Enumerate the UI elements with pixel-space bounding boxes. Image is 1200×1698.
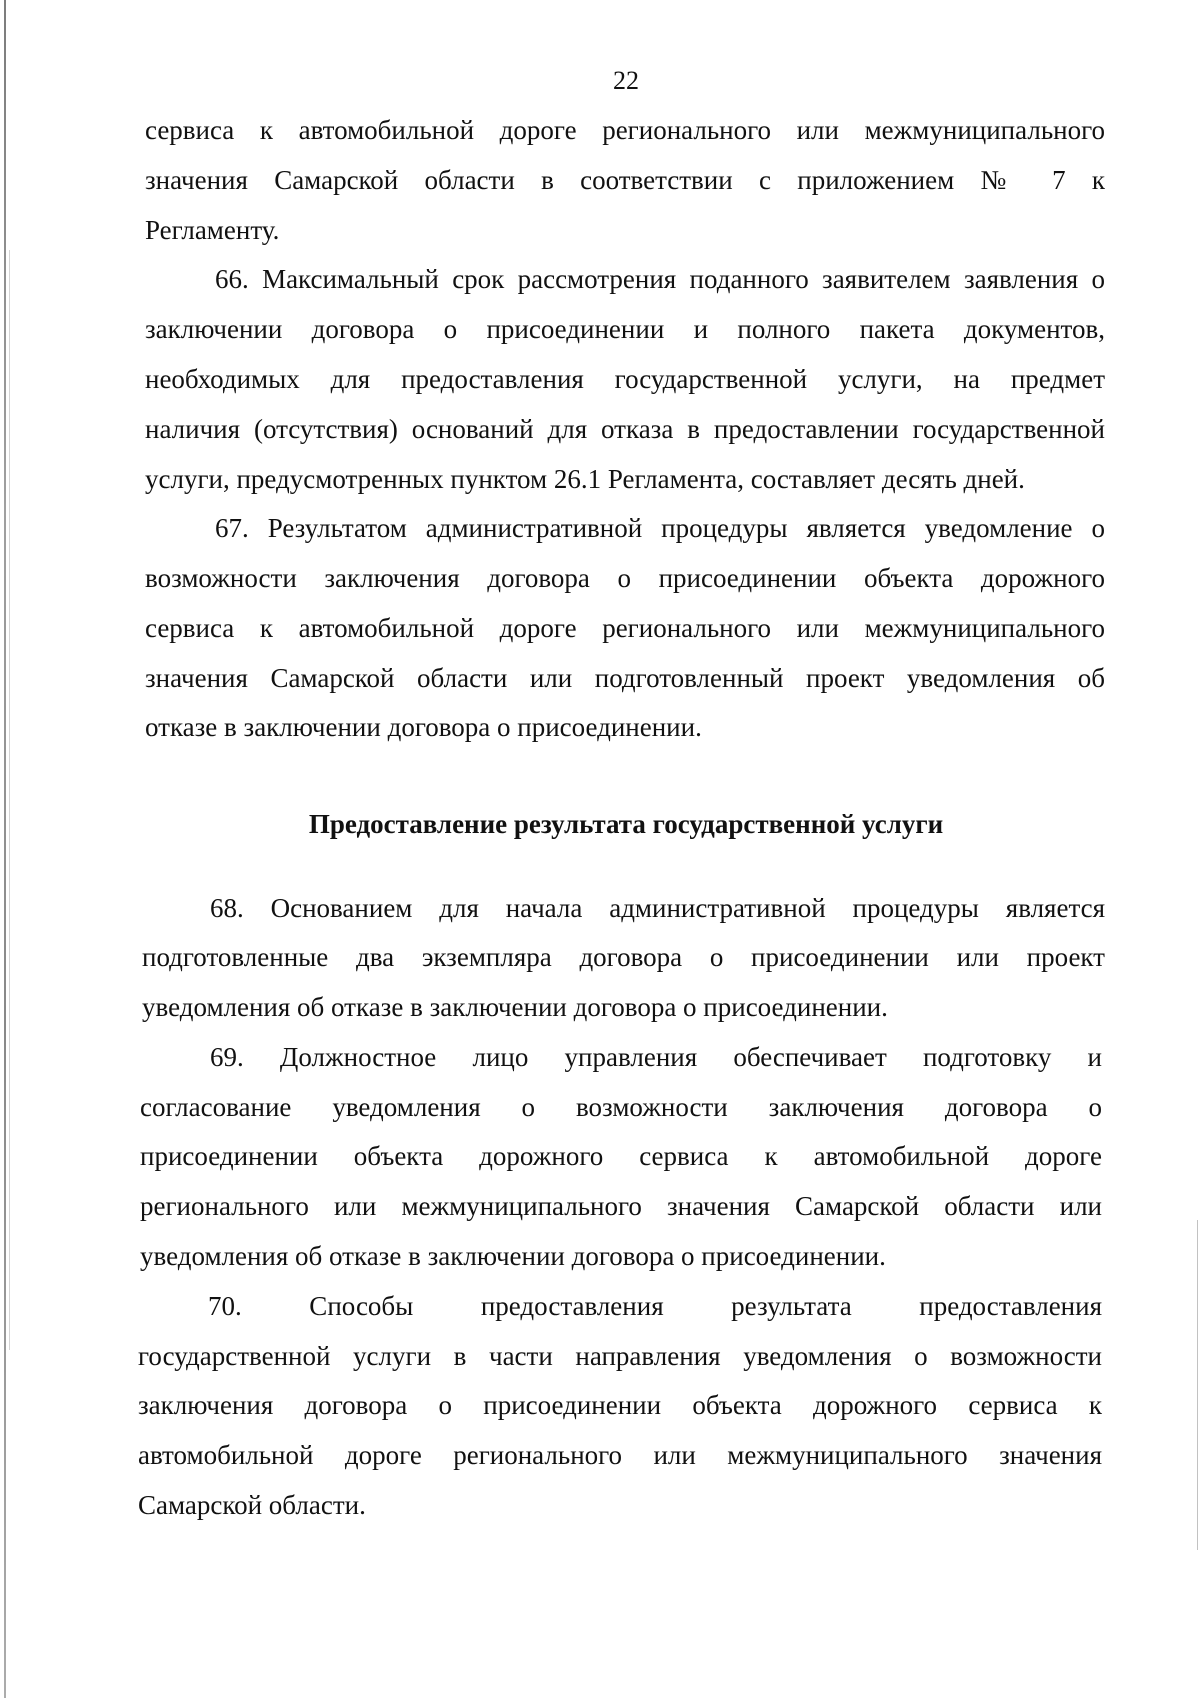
text-line: государственной услуги в части направления уведомления о возможности <box>138 1341 1102 1371</box>
text-line: наличия (отсутствия) оснований для отказа в предоставлении государственной <box>145 414 1105 444</box>
text-line: Самарской области. <box>138 1490 366 1520</box>
text-line: возможности заключения договора о присоединении объекта дорожного <box>145 563 1105 593</box>
text-line: заключения договора о присоединении объекта дорожного сервиса к <box>138 1390 1102 1420</box>
text-line: уведомления об отказе в заключении договора о присоединении. <box>142 992 888 1022</box>
text-line: регионального или межмуниципального значения Самарской области или <box>140 1191 1102 1221</box>
text-line: 67. Результатом административной процедуры является уведомление о <box>215 513 1105 543</box>
text-line: согласование уведомления о возможности заключения договора о <box>140 1092 1102 1122</box>
text-line: присоединении объекта дорожного сервиса к автомобильной дороге <box>140 1141 1102 1171</box>
text-line: подготовленные два экземпляра договора о присоединении или проект <box>142 942 1105 972</box>
text-line: значения Самарской области в соответствии с приложением № 7 к <box>145 165 1105 195</box>
text-line: заключении договора о присоединении и полного пакета документов, <box>145 314 1105 344</box>
text-line: автомобильной дороге регионального или межмуниципального значения <box>138 1440 1102 1470</box>
text-line: значения Самарской области или подготовленный проект уведомления об <box>145 663 1105 693</box>
scan-edge-right <box>1197 1220 1198 1550</box>
text-line: отказе в заключении договора о присоединении. <box>145 712 702 742</box>
text-line: сервиса к автомобильной дороге регионального или межмуниципального <box>145 115 1105 145</box>
text-line: услуги, предусмотренных пунктом 26.1 Регламента, составляет десять дней. <box>145 464 1025 494</box>
text-line: необходимых для предоставления государственной услуги, на предмет <box>145 364 1105 394</box>
scan-edge-left <box>4 0 6 1698</box>
page-number: 22 <box>613 66 639 95</box>
section-heading: Предоставление результата государственной услуги <box>308 809 944 839</box>
text-line: 66. Максимальный срок рассмотрения поданного заявителем заявления о <box>215 264 1105 294</box>
text-line: 70. Способы предоставления результата предоставления <box>208 1291 1102 1321</box>
text-line: сервиса к автомобильной дороге регионального или межмуниципального <box>145 613 1105 643</box>
text-line: 69. Должностное лицо управления обеспечивает подготовку и <box>210 1042 1102 1072</box>
text-line: уведомления об отказе в заключении договора о присоединении. <box>140 1241 886 1271</box>
text-line: Регламенту. <box>145 215 280 245</box>
text-line: 68. Основанием для начала административной процедуры является <box>210 893 1105 923</box>
scan-edge-left-secondary <box>9 250 10 1350</box>
